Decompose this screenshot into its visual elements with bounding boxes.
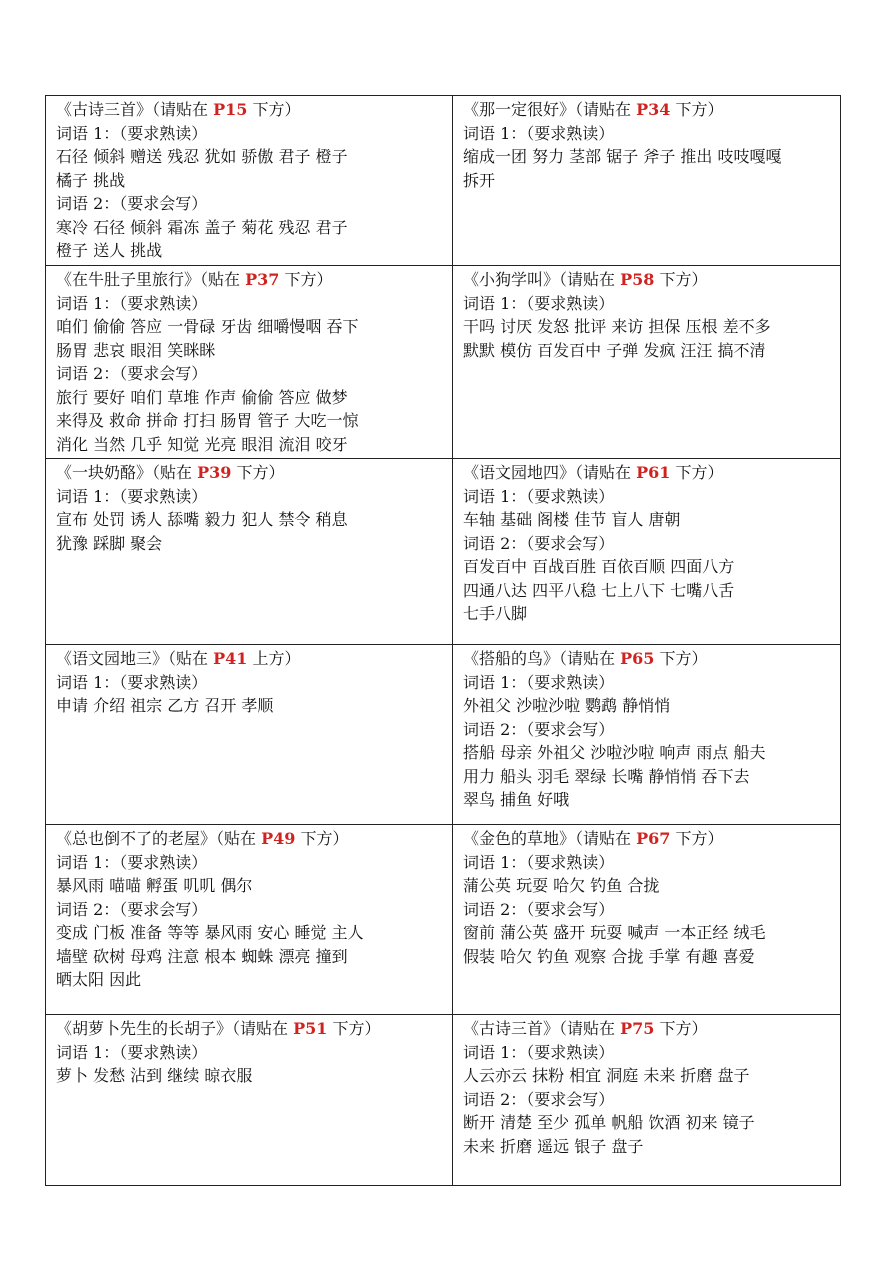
vocab-section-label: 词语 1：（要求熟读） [463,486,615,506]
lesson-title [56,827,446,851]
lesson-title-suffix: 下方） [279,270,333,289]
vocab-section-label: 词语 1：（要求熟读） [463,672,615,692]
vocab-words-line: 搭船 母亲 外祖父 沙啦沙啦 响声 雨点 船夫 [463,743,766,762]
page-reference: P34 [636,100,671,119]
lesson-title [56,647,446,671]
vocabulary-table [45,95,841,1186]
vocab-words-line: 拆开 [463,170,496,190]
vocab-section-label: 词语 2：（要求会写） [56,194,208,213]
vocab-words-line: 四通八达 四平八稳 七上八下 七嘴八舌 [463,580,735,600]
page-reference: P58 [620,270,655,289]
page-reference: P41 [213,649,248,668]
vocab-section-label: 词语 1：（要求熟读） [56,123,208,143]
vocab-words-line: 申请 介绍 祖宗 乙方 召开 孝顺 [56,696,274,715]
lesson-title-suffix: 下方） [327,1019,381,1038]
table-row [46,645,841,825]
page-reference: P49 [261,829,296,848]
vocab-section-label: 词语 2：（要求会写） [463,719,615,739]
lesson-cell [46,266,453,459]
lesson-title [463,461,834,485]
vocab-words-line: 用力 船头 羽毛 翠绿 长嘴 静悄悄 吞下去 [463,766,750,786]
lesson-title [463,1017,834,1041]
lesson-title [463,98,834,122]
page-reference: P51 [293,1019,328,1038]
lesson-title-suffix: 下方） [654,1019,708,1038]
lesson-title-text: 《语文园地三》（贴在 [56,649,214,668]
lesson-title-suffix: 下方） [670,100,724,119]
vocab-section-label: 词语 1：（要求熟读） [56,293,208,313]
lesson-title-suffix: 下方） [654,649,708,668]
lesson-title-suffix: 下方） [670,829,724,848]
lesson-title-suffix: 下方） [247,100,301,119]
lesson-title [56,268,446,292]
lesson-title [56,1017,446,1041]
table-row [46,459,841,645]
vocab-words-line: 百发百中 百战百胜 百依百顺 四面八方 [463,557,735,576]
vocab-words-line: 犹豫 踩脚 聚会 [56,533,163,553]
vocab-words-line: 默默 模仿 百发百中 子弹 发疯 汪汪 搞不清 [463,340,766,360]
vocab-words-line: 翠鸟 捕鱼 好哦 [463,790,570,809]
lesson-title-suffix: 下方） [670,463,724,482]
lesson-title-text: 《一块奶酪》（贴在 [56,463,198,482]
vocab-words-line: 干吗 讨厌 发怒 批评 来访 担保 压根 差不多 [463,317,771,336]
table-row [46,1015,841,1186]
vocab-section-label: 词语 1：（要求熟读） [463,1042,615,1062]
lesson-title-text: 《古诗三首》（请贴在 [56,100,214,119]
lesson-title-text: 《胡萝卜先生的长胡子》（请贴在 [56,1019,294,1038]
vocab-words-line: 墙壁 砍树 母鸡 注意 根本 蜘蛛 漂亮 撞到 [56,946,348,966]
lesson-title-suffix: 下方） [295,829,349,848]
table-row [46,825,841,1015]
vocab-words-line: 蒲公英 玩耍 哈欠 钓鱼 合拢 [463,876,660,895]
vocab-words-line: 肠胃 悲哀 眼泪 笑眯眯 [56,340,216,360]
vocab-section-label: 词语 1：（要求熟读） [56,1042,208,1062]
vocab-words-line: 消化 当然 几乎 知觉 光亮 眼泪 流泪 咬牙 [56,434,348,454]
vocab-words-line: 人云亦云 抹粉 相宜 洞庭 未来 折磨 盘子 [463,1066,750,1085]
vocab-words-line: 晒太阳 因此 [56,970,142,989]
vocab-words-line: 七手八脚 [463,604,528,623]
vocab-section-label: 词语 1：（要求熟读） [56,486,208,506]
lesson-title-text: 《金色的草地》（请贴在 [463,829,637,848]
page-reference: P37 [245,270,280,289]
vocab-words-line: 断开 清楚 至少 孤单 帆船 饮酒 初来 镜子 [463,1113,755,1132]
lesson-title [56,461,446,485]
vocab-section-label: 词语 2：（要求会写） [463,533,615,553]
vocab-words-line: 橘子 挑战 [56,170,126,190]
lesson-title-text: 《总也倒不了的老屋》（贴在 [56,829,262,848]
vocab-section-label: 词语 2：（要求会写） [463,1089,615,1109]
vocab-words-line: 假装 哈欠 钓鱼 观察 合拢 手掌 有趣 喜爱 [463,946,755,966]
lesson-cell [453,1015,841,1186]
lesson-cell [46,96,453,266]
page-reference: P75 [620,1019,655,1038]
page-reference: P61 [636,463,671,482]
lesson-title [56,98,446,122]
lesson-cell [453,96,841,266]
lesson-cell [453,825,841,1015]
lesson-cell [453,266,841,459]
lesson-title-text: 《那一定很好》（请贴在 [463,100,637,119]
vocab-words-line: 宣布 处罚 诱人 舔嘴 毅力 犯人 禁令 稍息 [56,510,348,529]
lesson-title [463,268,834,292]
lesson-title-suffix: 下方） [231,463,285,482]
vocab-section-label: 词语 1：（要求熟读） [463,123,615,143]
vocab-words-line: 咱们 偷偷 答应 一骨碌 牙齿 细嚼慢咽 吞下 [56,317,359,336]
vocab-words-line: 外祖父 沙啦沙啦 鹦鹉 静悄悄 [463,696,671,715]
vocab-words-line: 变成 门板 准备 等等 暴风雨 安心 睡觉 主人 [56,923,364,942]
vocab-section-label: 词语 1：（要求熟读） [463,293,615,313]
page-reference: P39 [197,463,232,482]
lesson-title [463,827,834,851]
vocab-section-label: 词语 2：（要求会写） [56,899,208,919]
vocab-words-line: 橙子 送人 挑战 [56,241,163,260]
lesson-title-text: 《语文园地四》（请贴在 [463,463,637,482]
page-reference: P67 [636,829,671,848]
lesson-title-text: 《古诗三首》（请贴在 [463,1019,621,1038]
lesson-cell [46,1015,453,1186]
vocab-words-line: 车轴 基础 阁楼 佳节 盲人 唐朝 [463,510,681,529]
lesson-cell [46,459,453,645]
page-reference: P15 [213,100,248,119]
page-reference: P65 [620,649,655,668]
vocab-words-line: 石径 倾斜 赠送 残忍 犹如 骄傲 君子 橙子 [56,147,348,166]
lesson-cell [453,645,841,825]
lesson-cell [453,459,841,645]
lesson-title-suffix: 上方） [247,649,301,668]
vocab-section-label: 词语 2：（要求会写） [463,899,615,919]
vocab-section-label: 词语 2：（要求会写） [56,364,208,383]
vocab-words-line: 来得及 救命 拼命 打扫 肠胃 管子 大吃一惊 [56,411,359,430]
lesson-cell [46,825,453,1015]
vocab-words-line: 萝卜 发愁 沾到 继续 晾衣服 [56,1066,253,1085]
lesson-cell [46,645,453,825]
vocab-words-line: 未来 折磨 遥远 银子 盘子 [463,1136,644,1156]
table-row [46,96,841,266]
vocab-words-line: 寒冷 石径 倾斜 霜冻 盖子 菊花 残忍 君子 [56,217,348,237]
vocab-section-label: 词语 1：（要求熟读） [463,852,615,872]
lesson-title-text: 《小狗学叫》（请贴在 [463,270,621,289]
lesson-title-text: 《搭船的鸟》（请贴在 [463,649,621,668]
vocab-section-label: 词语 1：（要求熟读） [56,672,208,692]
lesson-title-text: 《在牛肚子里旅行》（贴在 [56,270,246,289]
vocab-words-line: 暴风雨 喵喵 孵蛋 叽叽 偶尔 [56,876,253,895]
lesson-title [463,647,834,671]
table-row [46,266,841,459]
vocab-section-label: 词语 1：（要求熟读） [56,852,208,872]
lesson-title-suffix: 下方） [654,270,708,289]
vocab-words-line: 缩成一团 努力 茎部 锯子 斧子 推出 吱吱嘎嘎 [463,147,782,166]
vocab-words-line: 窗前 蒲公英 盛开 玩耍 喊声 一本正经 绒毛 [463,923,766,942]
vocab-words-line: 旅行 要好 咱们 草堆 作声 偷偷 答应 做梦 [56,387,348,407]
